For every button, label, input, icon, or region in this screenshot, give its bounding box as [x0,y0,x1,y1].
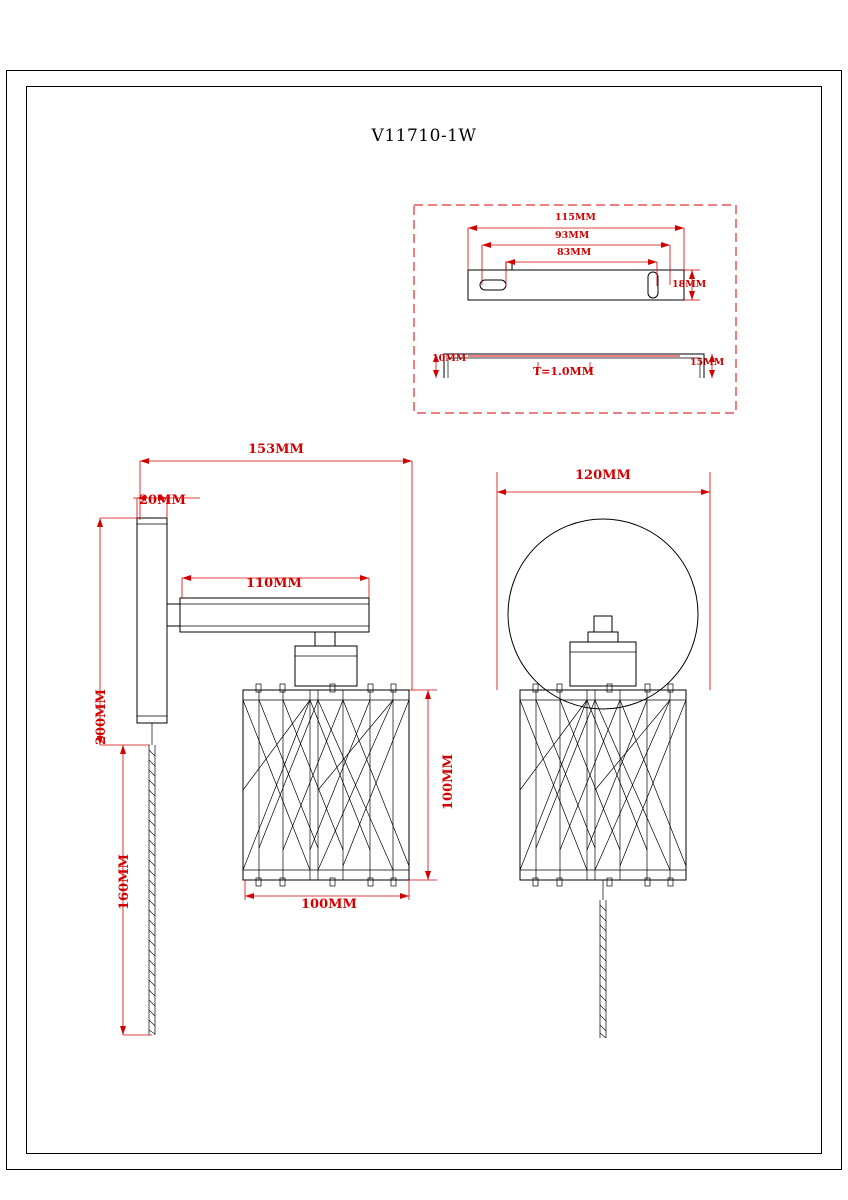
dim-total-width: 153MM [248,442,304,457]
side-view-group [497,472,710,1038]
dim-right-flange: 15MM [690,357,725,368]
dim-backplate-width: 20MM [139,493,186,508]
dim-left-flange: 10MM [432,353,467,364]
dim-backplate-height: 200MM [94,689,109,745]
dim-shade-height: 100MM [441,754,456,810]
drawing-title: V11710-1W [371,126,477,146]
dim-thickness: T=1.0MM [533,365,594,378]
dim-overall-width: 115MM [555,212,596,223]
dim-plate-height: 18MM [672,279,707,290]
dim-hole-span-outer: 93MM [555,230,590,241]
dim-shade-width: 100MM [301,897,357,912]
dim-cord-length: 160MM [117,854,132,910]
front-view-group [97,458,437,1035]
dim-globe-width: 120MM [575,468,631,483]
dim-hole-span-inner: 83MM [557,247,592,258]
dim-arm-length: 110MM [246,576,302,591]
